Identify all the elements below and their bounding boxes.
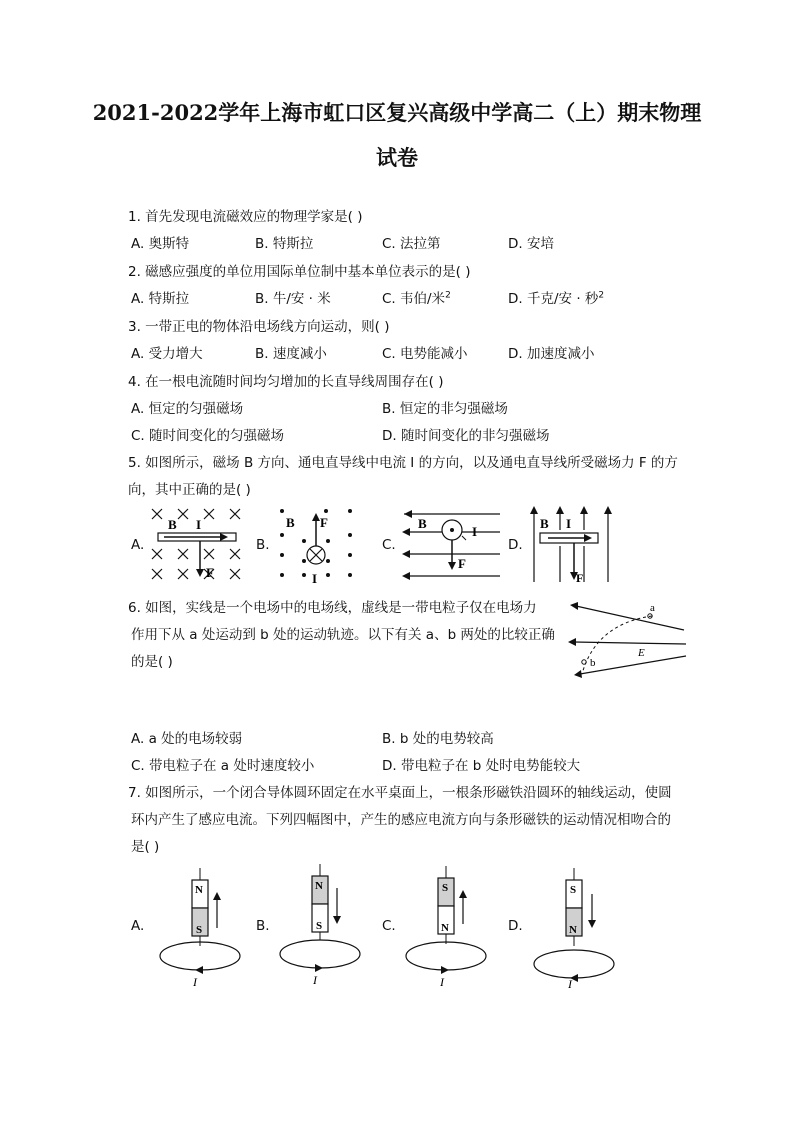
magnet-top-pole: N	[315, 880, 323, 892]
label-f: F	[206, 565, 214, 580]
magnet-bottom-pole: N	[441, 922, 449, 934]
q2-option-b: B. 牛/安 · 米	[255, 291, 331, 307]
q5-stem-line-1: 5. 如图所示，磁场 B 方向、通电直导线中电流 I 的方向，以及通电直导线所受磁场力 F 的方	[128, 455, 678, 471]
q4-stem: 4. 在一根电流随时间均匀增加的长直导线周围存在( )	[128, 374, 444, 390]
q4-option-a: A. 恒定的匀强磁场	[131, 401, 244, 417]
label-i: I	[196, 517, 202, 532]
label-f: F	[576, 571, 584, 585]
q4-option-c: C. 随时间变化的匀强磁场	[131, 428, 285, 444]
q3-option-d: D. 加速度减小	[508, 346, 595, 362]
q1-stem: 1. 首先发现电流磁效应的物理学家是( )	[128, 209, 363, 225]
q1-option-d: D. 安培	[508, 236, 554, 252]
magnet-top-pole: S	[442, 882, 449, 894]
q6-stem-line-3: 的是( )	[131, 654, 173, 670]
label-i: I	[472, 524, 478, 539]
q2-option-c-text: C. 韦伯/米	[382, 291, 446, 307]
q7-label-d: D.	[508, 918, 523, 934]
label-i: I	[566, 516, 572, 531]
q7-label-b: B.	[256, 918, 270, 934]
q1-option-c: C. 法拉第	[382, 236, 441, 252]
q7-figure-c	[402, 864, 492, 990]
label-b: B	[418, 516, 427, 531]
q5-figure-c	[400, 508, 504, 584]
q5-label-b: B.	[256, 537, 270, 553]
q3-option-c: C. 电势能减小	[382, 346, 468, 362]
q4-option-d: D. 随时间变化的非匀强磁场	[382, 428, 550, 444]
title-line-1: 2021-2022学年上海市虹口区复兴高级中学高二（上）期末物理	[92, 100, 702, 125]
q6-stem-line-2: 作用下从 a 处运动到 b 处的运动轨迹。以下有关 a、b 两处的比较正确	[131, 627, 555, 643]
q7-figure-a	[155, 866, 245, 992]
q7-figure-b	[277, 862, 367, 988]
q7-stem-line-2: 环内产生了感应电流。下列四幅图中，产生的感应电流方向与条形磁铁的运动情况相吻合的	[131, 812, 671, 828]
q1-option-a: A. 奥斯特	[131, 236, 190, 252]
q2-option-d-sup: 2	[598, 290, 605, 301]
q6-option-d: D. 带电粒子在 b 处时电势能较大	[382, 758, 581, 774]
label-b: B	[540, 516, 549, 531]
q2-option-a: A. 特斯拉	[131, 291, 190, 307]
q3-stem: 3. 一带正电的物体沿电场线方向运动，则( )	[128, 319, 390, 335]
label-b: B	[286, 515, 295, 530]
q6-option-a: A. a 处的电场较弱	[131, 731, 243, 747]
q7-stem-line-3: 是( )	[131, 839, 160, 855]
magnet-top-pole: S	[570, 884, 577, 896]
q6-figure	[566, 598, 692, 682]
label-a: a	[650, 602, 655, 614]
q5-figure-b	[274, 505, 360, 587]
current-label: I	[440, 975, 444, 989]
magnet-bottom-pole: N	[569, 924, 577, 936]
q2-option-d-text: D. 千克/安 · 秒	[508, 291, 599, 307]
q5-label-c: C.	[382, 537, 396, 553]
q5-stem-line-2: 向，其中正确的是( )	[128, 482, 251, 498]
q2-stem: 2. 磁感应强度的单位用国际单位制中基本单位表示的是( )	[128, 264, 471, 280]
q2-option-d	[508, 287, 604, 307]
q2-option-c	[382, 287, 451, 307]
magnet-bottom-pole: S	[316, 920, 323, 932]
q5-figure-d	[528, 502, 618, 586]
q6-option-c: C. 带电粒子在 a 处时速度较小	[131, 758, 315, 774]
q7-label-c: C.	[382, 918, 396, 934]
q1-option-b: B. 特斯拉	[255, 236, 314, 252]
label-f: F	[320, 515, 328, 530]
label-i: I	[312, 571, 318, 586]
label-e: E	[638, 647, 645, 659]
label-b: B	[168, 517, 177, 532]
current-label: I	[193, 975, 197, 989]
q6-stem-line-1: 6. 如图，实线是一个电场中的电场线，虚线是一带电粒子仅在电场力	[128, 600, 537, 616]
q7-label-a: A.	[131, 918, 145, 934]
current-label: I	[313, 973, 317, 987]
q5-figure-a	[148, 503, 248, 587]
current-label: I	[568, 977, 572, 991]
q7-stem-line-1: 7. 如图所示，一个闭合导体圆环固定在水平桌面上，一根条形磁铁沿圆环的轴线运动，使圆	[128, 785, 672, 801]
magnet-top-pole: N	[195, 884, 203, 896]
title-line-2: 试卷	[376, 145, 418, 170]
q3-option-a: A. 受力增大	[131, 346, 203, 362]
label-b: b	[590, 657, 596, 669]
label-f: F	[458, 556, 466, 571]
q7-figure-d	[530, 866, 620, 992]
q5-label-d: D.	[508, 537, 523, 553]
q3-option-b: B. 速度减小	[255, 346, 327, 362]
q5-label-a: A.	[131, 537, 145, 553]
q2-option-c-sup: 2	[445, 290, 451, 301]
magnet-bottom-pole: S	[196, 924, 203, 936]
q6-option-b: B. b 处的电势较高	[382, 731, 494, 747]
q4-option-b: B. 恒定的非匀强磁场	[382, 401, 508, 417]
